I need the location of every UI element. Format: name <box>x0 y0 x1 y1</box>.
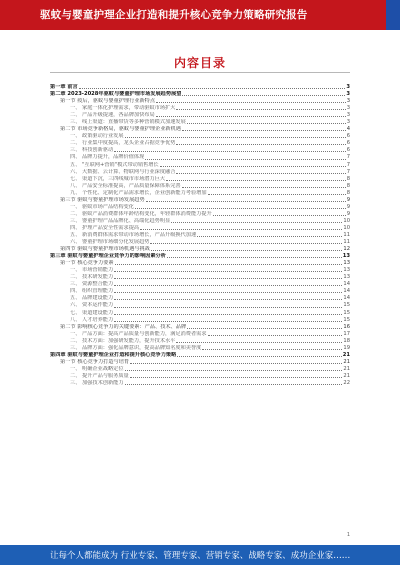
toc-leader-dots <box>146 201 346 202</box>
toc-entry-label: 第一节 核心竞争力要素 <box>60 260 114 267</box>
toc-entry-page: 21 <box>343 358 350 365</box>
toc-entry[interactable] <box>50 84 350 91</box>
toc-leader-dots <box>125 370 343 371</box>
toc-entry-page: 4 <box>346 126 350 133</box>
toc-entry-label: 三、 加强技术创新能力 <box>70 379 124 386</box>
toc-leader-dots <box>197 236 342 237</box>
toc-entry-label: 三、 品牌方面：强化品牌意识，提高品牌知名度和美誉度 <box>70 344 202 351</box>
toc-entry[interactable] <box>50 183 350 190</box>
toc-entry-label: 第三节 驱蚊与婴童护理市场发展趋势 <box>60 196 145 203</box>
toc-leader-dots <box>176 342 342 343</box>
toc-entry[interactable] <box>50 154 350 161</box>
toc-entry[interactable] <box>50 331 350 338</box>
toc-entry[interactable] <box>50 295 350 302</box>
toc-leader-dots <box>114 271 342 272</box>
toc-entry-page: 21 <box>343 372 350 379</box>
toc-entry-label: 第二节 影响核心竞争力的关键要素：产品、技术、品牌 <box>60 323 187 330</box>
toc-entry-label: 一、 产品方面：提高产品质量与创新能力，满足消费者需求 <box>70 330 207 337</box>
toc-entry-page: 14 <box>343 281 350 288</box>
toc-entry-page: 8 <box>346 182 350 189</box>
toc-leader-dots <box>114 307 342 308</box>
toc-leader-dots <box>176 173 345 174</box>
toc-entry-page: 10 <box>343 217 350 224</box>
toc-entry[interactable] <box>50 380 350 387</box>
toc-entry-label: 七、 渠道下沉，三四线城市市场潜力巨大 <box>70 175 166 182</box>
toc-entry-label: 八、 产品安全标准提高，产品质量保障体系完善 <box>70 182 181 189</box>
toc-leader-dots <box>182 130 346 131</box>
toc-entry-page: 9 <box>346 196 350 203</box>
toc-leader-dots <box>145 159 345 160</box>
toc-entry-page: 7 <box>346 161 350 168</box>
toc-entry-label: 二、 提升产品与服务质量 <box>70 372 129 379</box>
toc-leader-dots <box>114 299 342 300</box>
toc-entry-label: 四、 组织管理能力 <box>70 288 114 295</box>
toc-leader-dots <box>171 222 342 223</box>
toc-entry[interactable] <box>50 162 350 169</box>
toc-entry-label: 三、 资源整合能力 <box>70 281 114 288</box>
toc-entry-label: 第一节 疫后，驱蚊与婴童护理行业新特点 <box>60 98 156 105</box>
toc-entry-label: 第二节 市场竞争新格局，驱蚊与婴童护理企业新机遇 <box>60 126 181 133</box>
toc-entry-label: 七、 渠道建设能力 <box>70 309 114 316</box>
toc-entry-page: 21 <box>342 351 350 358</box>
toc-entry[interactable] <box>50 373 350 380</box>
toc-leader-dots <box>130 363 342 364</box>
toc-entry[interactable] <box>50 133 350 140</box>
toc-entry-label: 二、 行业集中度提高，龙头企业占据竞争优势 <box>70 140 176 147</box>
toc-entry[interactable] <box>50 246 350 253</box>
toc-leader-dots <box>150 243 342 244</box>
toc-entry-page: 19 <box>343 344 350 351</box>
table-of-contents <box>50 84 350 387</box>
toc-entry-label: 四、 护理产品安全性需求提高 <box>70 224 140 231</box>
toc-entry[interactable] <box>50 112 350 119</box>
toc-entry[interactable] <box>50 253 350 260</box>
toc-leader-dots <box>79 88 346 89</box>
toc-entry-label: 五、 "互联网+营销"模式带动销售增长 <box>70 161 159 168</box>
toc-leader-dots <box>115 264 343 265</box>
toc-entry[interactable] <box>50 288 350 295</box>
toc-entry-page: 3 <box>346 105 350 112</box>
toc-entry-page: 3 <box>346 112 350 119</box>
toc-leader-dots <box>156 102 346 103</box>
toc-entry[interactable] <box>50 105 350 112</box>
toc-leader-dots <box>114 151 346 152</box>
toc-entry[interactable] <box>50 119 350 126</box>
toc-entry[interactable] <box>50 218 350 225</box>
toc-entry-page: 7 <box>346 154 350 161</box>
toc-entry[interactable] <box>50 366 350 373</box>
toc-entry[interactable] <box>50 239 350 246</box>
toc-entry[interactable] <box>50 324 350 331</box>
toc-entry-page: 9 <box>346 210 350 217</box>
toc-entry-page: 15 <box>343 302 350 309</box>
toc-leader-dots <box>156 116 346 117</box>
toc-leader-dots <box>182 95 345 96</box>
toc-entry-label: 三、 线上渠道：直播带货等多种营销模式加速发展 <box>70 119 186 126</box>
toc-entry[interactable] <box>50 211 350 218</box>
toc-entry-page: 9 <box>346 203 350 210</box>
toc-entry-label: 第一章 前言 <box>50 84 78 90</box>
toc-entry[interactable] <box>50 302 350 309</box>
toc-entry-page: 12 <box>343 246 350 253</box>
toc-entry-label: 第四节 驱蚊与婴童护理市场机遇与挑战 <box>60 246 150 253</box>
toc-entry-label: 六、 资本运作能力 <box>70 302 114 309</box>
toc-entry[interactable] <box>50 260 350 267</box>
toc-entry-page: 11 <box>343 231 350 238</box>
toc-entry-label: 八、 人才培养能力 <box>70 316 114 323</box>
toc-entry-label: 第三章 驱蚊与婴童护理企业竞争力的影响因素分析 <box>50 253 166 260</box>
toc-entry-label: 五、 品牌建设能力 <box>70 295 114 302</box>
toc-entry-label: 一、 政策驱动行业发展 <box>70 133 124 140</box>
toc-entry-label: 二、 产品升级提速，各品牌加快布局 <box>70 112 155 119</box>
toc-entry-page: 6 <box>346 140 350 147</box>
toc-entry-page: 16 <box>343 323 350 330</box>
toc-entry-page: 3 <box>346 119 350 126</box>
toc-entry-page: 18 <box>343 337 350 344</box>
toc-entry-page: 6 <box>346 133 350 140</box>
toc-leader-dots <box>114 285 342 286</box>
toc-leader-dots <box>187 123 346 124</box>
toc-leader-dots <box>167 257 342 258</box>
toc-entry-page: 22 <box>343 379 350 386</box>
toc-entry[interactable] <box>50 274 350 281</box>
toc-leader-dots <box>202 349 342 350</box>
toc-leader-dots <box>166 180 346 181</box>
toc-entry-page: 17 <box>343 330 350 337</box>
toc-entry-page: 15 <box>343 309 350 316</box>
toc-entry-label: 一、 驱蚊市场产品结构变化 <box>70 203 134 210</box>
footer-slogan: 让每个人都能成为 行业专家、管理专家、营销专家、战略专家、成功企业家…… <box>50 551 351 561</box>
toc-entry-page: 8 <box>346 175 350 182</box>
toc-entry-page: 3 <box>346 84 350 90</box>
toc-leader-dots <box>151 250 343 251</box>
toc-entry[interactable] <box>50 98 350 105</box>
toc-entry-page: 14 <box>343 295 350 302</box>
toc-entry-label: 三、 婴童护理产品品牌化、高端化趋势明显 <box>70 217 171 224</box>
toc-entry[interactable] <box>50 281 350 288</box>
toc-leader-dots <box>208 194 346 195</box>
toc-entry[interactable] <box>50 352 350 359</box>
toc-leader-dots <box>125 137 346 138</box>
toc-entry[interactable] <box>50 267 350 274</box>
toc-entry[interactable] <box>50 140 350 147</box>
toc-leader-dots <box>135 208 346 209</box>
toc-entry-page: 11 <box>343 239 350 246</box>
toc-leader-dots <box>114 314 342 315</box>
toc-leader-dots <box>176 109 345 110</box>
toc-entry-page: 6 <box>346 147 350 154</box>
report-title: 驱蚊与婴童护理企业打造和提升核心竞争力策略研究报告 <box>40 9 308 21</box>
toc-entry[interactable] <box>50 91 350 98</box>
toc-leader-dots <box>208 335 343 336</box>
toc-entry-page: 14 <box>343 288 350 295</box>
toc-entry-label: 五、 新消费群体需求带动市场增长，产品升级换代加速 <box>70 231 197 238</box>
toc-leader-dots <box>187 328 342 329</box>
toc-leader-dots <box>125 384 343 385</box>
toc-entry[interactable] <box>50 176 350 183</box>
toc-entry[interactable] <box>50 338 350 345</box>
toc-leader-dots <box>114 278 342 279</box>
toc-entry-label: 六、 婴童护理市场细分化发展趋势 <box>70 239 150 246</box>
toc-entry-page: 13 <box>343 260 350 267</box>
toc-entry[interactable] <box>50 169 350 176</box>
toc-entry[interactable] <box>50 345 350 352</box>
toc-entry[interactable] <box>50 317 350 324</box>
toc-entry-page: 3 <box>346 98 350 105</box>
toc-entry-label: 一、 市场营销能力 <box>70 267 114 274</box>
toc-entry-label: 四、 品牌力提升，品牌价值体现 <box>70 154 145 161</box>
toc-entry-label: 二、 驱蚊产品消费群体年龄结构变化，年轻群体消费能力提升 <box>70 210 212 217</box>
toc-entry-label: 一、 家庭一体化护理需求，带动驱蚊市场扩大 <box>70 105 176 112</box>
toc-entry-label: 第一节 核心竞争力打造与培育 <box>60 358 130 365</box>
page-number: 1 <box>346 532 350 538</box>
toc-entry-page: 21 <box>343 365 350 372</box>
toc-entry[interactable] <box>50 126 350 133</box>
toc-entry-page: 13 <box>343 274 350 281</box>
toc-entry[interactable] <box>50 197 350 204</box>
toc-leader-dots <box>177 356 341 357</box>
toc-entry-label: 一、 明确企业战略定位 <box>70 365 124 372</box>
toc-entry[interactable] <box>50 204 350 211</box>
toc-leader-dots <box>130 377 343 378</box>
toc-entry[interactable] <box>50 225 350 232</box>
toc-entry-page: 15 <box>343 316 350 323</box>
toc-leader-dots <box>213 215 346 216</box>
toc-leader-dots <box>140 229 342 230</box>
toc-entry[interactable] <box>50 310 350 317</box>
toc-entry-page: 13 <box>343 267 350 274</box>
toc-entry-label: 二、 技术研发能力 <box>70 274 114 281</box>
toc-entry[interactable] <box>50 190 350 197</box>
toc-leader-dots <box>160 166 346 167</box>
toc-entry-page: 3 <box>346 91 350 98</box>
toc-divider <box>50 72 350 73</box>
toc-entry[interactable] <box>50 232 350 239</box>
toc-leader-dots <box>114 321 342 322</box>
toc-leader-dots <box>182 187 346 188</box>
toc-leader-dots <box>176 144 345 145</box>
toc-entry-label: 九、 个性化、定制化产品需求增长，企业创新能力考验增加 <box>70 189 207 196</box>
toc-entry[interactable] <box>50 359 350 366</box>
header-accent-bar <box>386 0 400 30</box>
toc-entry-page: 10 <box>343 224 350 231</box>
toc-entry-label: 三、 科技创新驱动 <box>70 147 114 154</box>
toc-entry-label: 六、 大数据、云计算、物联网与行业深度融合 <box>70 168 176 175</box>
toc-entry-label: 第四章 驱蚊与婴童护理企业打造和提升核心竞争力策略 <box>50 351 177 358</box>
toc-entry-page: 7 <box>346 168 350 175</box>
toc-entry-label: 二、 技术方面：加强研发能力，提升技术水平 <box>70 337 176 344</box>
toc-entry-page: 13 <box>342 253 350 260</box>
toc-entry-page: 8 <box>346 189 350 196</box>
report-header-banner <box>0 0 400 30</box>
toc-entry-label: 第二章 2023-2028年驱蚊与婴童护理市场发展趋势展望 <box>50 91 182 98</box>
toc-entry[interactable] <box>50 147 350 154</box>
footer-banner <box>0 545 400 565</box>
toc-heading: 内容目录 <box>173 56 226 70</box>
toc-leader-dots <box>114 292 342 293</box>
